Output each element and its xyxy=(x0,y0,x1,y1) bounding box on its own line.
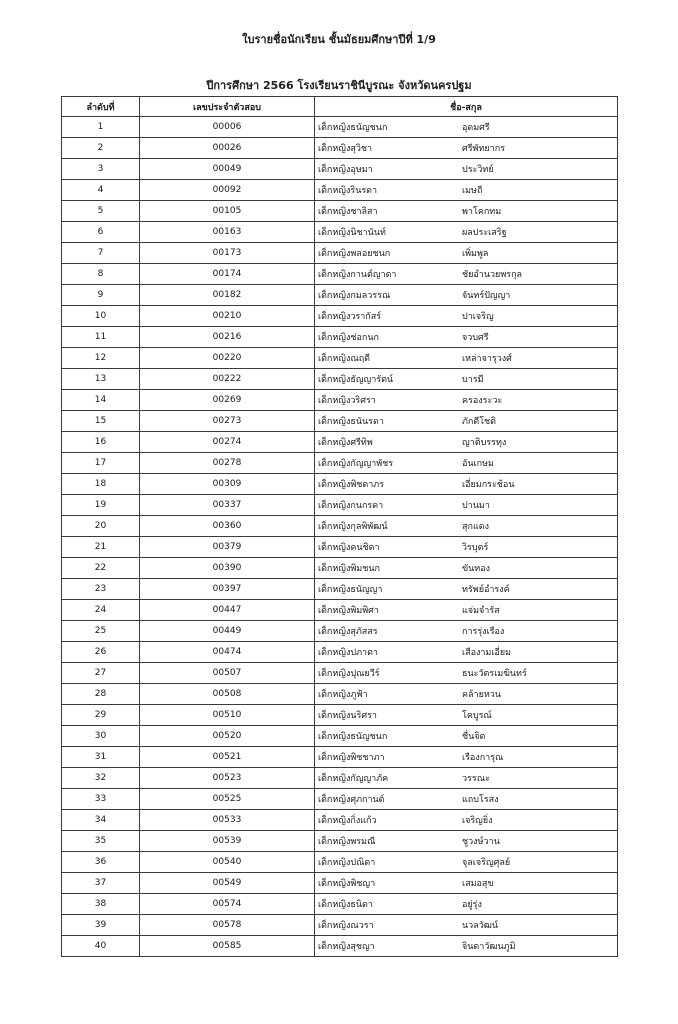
first-name: เด็กหญิงช่อกนก xyxy=(318,333,379,343)
last-name: ชัยอำนวยพรกุล xyxy=(462,270,523,280)
first-name: เด็กหญิงสุชญา xyxy=(318,942,375,952)
table-row xyxy=(62,726,618,747)
last-name: วิรบุตร์ xyxy=(462,543,489,553)
full-name-cell xyxy=(315,558,618,579)
first-name: เด็กหญิงปภาดา xyxy=(318,648,378,658)
last-name: เอี่ยมกระช้อน xyxy=(462,480,515,490)
last-name: วรรณะ xyxy=(462,774,490,784)
full-name-cell xyxy=(315,831,618,852)
order-number-cell: 9 xyxy=(62,285,140,306)
order-number-cell: 4 xyxy=(62,180,140,201)
table-row xyxy=(62,495,618,516)
exam-id-cell: 00309 xyxy=(140,474,315,495)
exam-id-cell: 00585 xyxy=(140,936,315,957)
full-name-cell xyxy=(315,873,618,894)
order-number-cell: 13 xyxy=(62,369,140,390)
last-name: บารมี xyxy=(462,375,484,385)
exam-id-cell: 00026 xyxy=(140,138,315,159)
full-name-cell xyxy=(315,327,618,348)
last-name: ผลประเสริฐ xyxy=(462,228,507,238)
order-number-cell: 10 xyxy=(62,306,140,327)
exam-id-cell: 00447 xyxy=(140,600,315,621)
exam-id-cell: 00539 xyxy=(140,831,315,852)
last-name: คล้ายหวน xyxy=(462,690,502,700)
last-name: ชูวงษ์วาน xyxy=(462,837,500,847)
last-name: อุดมศรี xyxy=(462,123,490,133)
exam-id-cell: 00273 xyxy=(140,411,315,432)
last-name: การรุ่งเรือง xyxy=(462,627,505,637)
first-name: เด็กหญิงรินรดา xyxy=(318,186,378,196)
order-number-cell: 39 xyxy=(62,915,140,936)
last-name: เจริญยิ่ง xyxy=(462,816,493,826)
last-name: จุลเจริญศุลย์ xyxy=(462,858,511,868)
last-name: นวลวัฒน์ xyxy=(462,921,499,931)
order-number-cell: 30 xyxy=(62,726,140,747)
full-name-cell xyxy=(315,537,618,558)
order-number-cell: 36 xyxy=(62,852,140,873)
last-name: ชื่นจิต xyxy=(462,732,486,742)
full-name-cell xyxy=(315,642,618,663)
first-name: เด็กหญิงนริศรา xyxy=(318,711,377,721)
full-name-cell xyxy=(315,474,618,495)
table-row xyxy=(62,810,618,831)
last-name: จันทร์ปัญญา xyxy=(462,291,511,301)
order-number-cell: 35 xyxy=(62,831,140,852)
last-name: เสืองามเอี่ยม xyxy=(462,648,512,658)
first-name: เด็กหญิงธัญญารัตน์ xyxy=(318,375,394,385)
exam-id-cell: 00173 xyxy=(140,243,315,264)
table-row xyxy=(62,768,618,789)
first-name: เด็กหญิงปณิดา xyxy=(318,858,376,868)
full-name-cell xyxy=(315,201,618,222)
table-row xyxy=(62,915,618,936)
first-name: เด็กหญิงสุภัสสร xyxy=(318,627,378,637)
table-row xyxy=(62,390,618,411)
first-name: เด็กหญิงกัญญาพัชร xyxy=(318,459,394,469)
last-name: พาโคกทม xyxy=(462,207,502,217)
first-name: เด็กหญิงพิมชนก xyxy=(318,564,380,574)
order-number-cell: 15 xyxy=(62,411,140,432)
first-name: เด็กหญิงพิชชาภา xyxy=(318,753,385,763)
last-name: ปาเจริญ xyxy=(462,312,494,322)
last-name: ประวิทย์ xyxy=(462,165,494,175)
first-name: เด็กหญิงธนัญชนก xyxy=(318,732,388,742)
first-name: เด็กหญิงภูฟ้า xyxy=(318,690,368,700)
last-name: เพิ่มพูล xyxy=(462,249,489,259)
order-number-cell: 40 xyxy=(62,936,140,957)
full-name-cell xyxy=(315,810,618,831)
last-name: ญาติบรรทุง xyxy=(462,438,507,448)
exam-id-cell: 00337 xyxy=(140,495,315,516)
last-name: แจ่มจำรัส xyxy=(462,606,500,616)
order-number-cell: 3 xyxy=(62,159,140,180)
table-row xyxy=(62,474,618,495)
full-name-cell xyxy=(315,495,618,516)
table-row xyxy=(62,894,618,915)
last-name: อันเกษม xyxy=(462,459,494,469)
full-name-cell xyxy=(315,663,618,684)
first-name: เด็กหญิงกมลวรรณ xyxy=(318,291,391,301)
order-number-cell: 37 xyxy=(62,873,140,894)
last-name: เหล่าจารุวงศ์ xyxy=(462,354,512,364)
first-name: เด็กหญิงกานต์ญาดา xyxy=(318,270,397,280)
exam-id-cell: 00508 xyxy=(140,684,315,705)
order-number-cell: 1 xyxy=(62,117,140,138)
full-name-cell xyxy=(315,306,618,327)
full-name-cell xyxy=(315,348,618,369)
table-row xyxy=(62,306,618,327)
order-number-cell: 34 xyxy=(62,810,140,831)
full-name-cell xyxy=(315,138,618,159)
first-name: เด็กหญิงนิชานันท์ xyxy=(318,228,386,238)
exam-id-cell: 00174 xyxy=(140,264,315,285)
table-row xyxy=(62,705,618,726)
exam-id-cell: 00540 xyxy=(140,852,315,873)
table-row xyxy=(62,642,618,663)
header-exam-id: เลขประจำตัวสอบ xyxy=(140,97,315,117)
exam-id-cell: 00092 xyxy=(140,180,315,201)
order-number-cell: 27 xyxy=(62,663,140,684)
table-row xyxy=(62,201,618,222)
table-row xyxy=(62,873,618,894)
first-name: เด็กหญิงธนันรดา xyxy=(318,417,384,427)
full-name-cell xyxy=(315,852,618,873)
exam-id-cell: 00379 xyxy=(140,537,315,558)
order-number-cell: 11 xyxy=(62,327,140,348)
order-number-cell: 6 xyxy=(62,222,140,243)
last-name: ภักดีโชติ xyxy=(462,417,497,427)
full-name-cell xyxy=(315,915,618,936)
exam-id-cell: 00274 xyxy=(140,432,315,453)
exam-id-cell: 00163 xyxy=(140,222,315,243)
last-name: จินดาวัฒนภูมิ xyxy=(462,942,516,952)
full-name-cell xyxy=(315,600,618,621)
first-name: เด็กหญิงปุณยวีร์ xyxy=(318,669,380,679)
order-number-cell: 22 xyxy=(62,558,140,579)
exam-id-cell: 00574 xyxy=(140,894,315,915)
order-number-cell: 25 xyxy=(62,621,140,642)
exam-id-cell: 00182 xyxy=(140,285,315,306)
last-name: โคบูรณ์ xyxy=(462,711,492,721)
exam-id-cell: 00533 xyxy=(140,810,315,831)
first-name: เด็กหญิงชาลิสา xyxy=(318,207,378,217)
order-number-cell: 20 xyxy=(62,516,140,537)
full-name-cell xyxy=(315,180,618,201)
header-full-name: ชื่อ-สกุล xyxy=(315,97,618,117)
last-name: แถบโรสง xyxy=(462,795,499,805)
full-name-cell xyxy=(315,243,618,264)
table-row xyxy=(62,936,618,957)
table-row xyxy=(62,285,618,306)
full-name-cell xyxy=(315,936,618,957)
table-row xyxy=(62,747,618,768)
exam-id-cell: 00520 xyxy=(140,726,315,747)
first-name: เด็กหญิงศุภกานต์ xyxy=(318,795,385,805)
full-name-cell xyxy=(315,579,618,600)
order-number-cell: 2 xyxy=(62,138,140,159)
first-name: เด็กหญิงศรีทิพ xyxy=(318,438,373,448)
exam-id-cell: 00006 xyxy=(140,117,315,138)
order-number-cell: 7 xyxy=(62,243,140,264)
order-number-cell: 29 xyxy=(62,705,140,726)
first-name: เด็กหญิงกุลพิพัฒน์ xyxy=(318,522,388,532)
full-name-cell xyxy=(315,768,618,789)
order-number-cell: 16 xyxy=(62,432,140,453)
order-number-cell: 5 xyxy=(62,201,140,222)
full-name-cell xyxy=(315,285,618,306)
first-name: เด็กหญิงกนกรดา xyxy=(318,501,384,511)
table-row xyxy=(62,600,618,621)
table-row xyxy=(62,579,618,600)
full-name-cell xyxy=(315,159,618,180)
table-row xyxy=(62,117,618,138)
exam-id-cell: 00449 xyxy=(140,621,315,642)
table-row xyxy=(62,453,618,474)
full-name-cell xyxy=(315,726,618,747)
table-row xyxy=(62,789,618,810)
table-row xyxy=(62,327,618,348)
full-name-cell xyxy=(315,516,618,537)
full-name-cell xyxy=(315,894,618,915)
full-name-cell xyxy=(315,390,618,411)
table-row xyxy=(62,558,618,579)
table-body xyxy=(62,117,618,957)
last-name: เรืองการุณ xyxy=(462,753,504,763)
last-name: เสมอสุข xyxy=(462,879,494,889)
exam-id-cell: 00216 xyxy=(140,327,315,348)
exam-id-cell: 00220 xyxy=(140,348,315,369)
order-number-cell: 32 xyxy=(62,768,140,789)
order-number-cell: 23 xyxy=(62,579,140,600)
order-number-cell: 21 xyxy=(62,537,140,558)
table-row xyxy=(62,180,618,201)
full-name-cell xyxy=(315,789,618,810)
first-name: เด็กหญิงพิชดาภร xyxy=(318,480,385,490)
header-order-number: ลำดับที่ xyxy=(62,97,140,117)
order-number-cell: 28 xyxy=(62,684,140,705)
table-row xyxy=(62,432,618,453)
table-row xyxy=(62,684,618,705)
table-row xyxy=(62,138,618,159)
last-name: ขันทอง xyxy=(462,564,491,574)
exam-id-cell: 00525 xyxy=(140,789,315,810)
table-row xyxy=(62,243,618,264)
last-name: อยู่รุ่ง xyxy=(462,900,482,910)
exam-id-cell: 00521 xyxy=(140,747,315,768)
order-number-cell: 17 xyxy=(62,453,140,474)
full-name-cell xyxy=(315,621,618,642)
full-name-cell xyxy=(315,411,618,432)
last-name: เมษถี xyxy=(462,186,483,196)
first-name: เด็กหญิงสุวิชา xyxy=(318,144,373,154)
first-name: เด็กหญิงวริศรา xyxy=(318,396,376,406)
table-row xyxy=(62,537,618,558)
table-row xyxy=(62,264,618,285)
exam-id-cell: 00210 xyxy=(140,306,315,327)
table-row xyxy=(62,831,618,852)
table-row xyxy=(62,411,618,432)
first-name: เด็กหญิงณวรา xyxy=(318,921,374,931)
first-name: เด็กหญิงวรากัสร์ xyxy=(318,312,382,322)
full-name-cell xyxy=(315,747,618,768)
full-name-cell xyxy=(315,684,618,705)
table-row xyxy=(62,159,618,180)
table-row xyxy=(62,516,618,537)
last-name: ครองระวะ xyxy=(462,396,503,406)
document-title: ใบรายชื่อนักเรียน ชั้นมัธยมศึกษาปีที่ 1/9 xyxy=(242,33,436,46)
table-row xyxy=(62,621,618,642)
first-name: เด็กหญิงพิมพิศา xyxy=(318,606,379,616)
exam-id-cell: 00397 xyxy=(140,579,315,600)
order-number-cell: 8 xyxy=(62,264,140,285)
first-name: เด็กหญิงธนัญชนก xyxy=(318,123,388,133)
exam-id-cell: 00523 xyxy=(140,768,315,789)
first-name: เด็กหญิงธนัญญา xyxy=(318,585,383,595)
order-number-cell: 19 xyxy=(62,495,140,516)
last-name: ทรัพย์อำรงค์ xyxy=(462,585,510,595)
first-name: เด็กหญิงพรมณี xyxy=(318,837,376,847)
exam-id-cell: 00549 xyxy=(140,873,315,894)
first-name: เด็กหญิงกิ่งแก้ว xyxy=(318,816,377,826)
last-name: ปานมา xyxy=(462,501,490,511)
order-number-cell: 33 xyxy=(62,789,140,810)
exam-id-cell: 00269 xyxy=(140,390,315,411)
exam-id-cell: 00474 xyxy=(140,642,315,663)
table-row xyxy=(62,348,618,369)
exam-id-cell: 00507 xyxy=(140,663,315,684)
exam-id-cell: 00222 xyxy=(140,369,315,390)
exam-id-cell: 00278 xyxy=(140,453,315,474)
first-name: เด็กหญิงณฤดี xyxy=(318,354,371,364)
student-roster-table xyxy=(61,96,618,957)
document-subtitle: ปีการศึกษา 2566 โรงเรียนราชินีบูรณะ จังหวัดนครปฐม xyxy=(206,79,472,92)
last-name: จวบศรี xyxy=(462,333,489,343)
order-number-cell: 18 xyxy=(62,474,140,495)
order-number-cell: 14 xyxy=(62,390,140,411)
table-header-row xyxy=(62,97,618,117)
last-name: ธนะวัตรเมฆินทร์ xyxy=(462,669,527,679)
order-number-cell: 31 xyxy=(62,747,140,768)
order-number-cell: 24 xyxy=(62,600,140,621)
exam-id-cell: 00510 xyxy=(140,705,315,726)
order-number-cell: 38 xyxy=(62,894,140,915)
order-number-cell: 12 xyxy=(62,348,140,369)
first-name: เด็กหญิงพลอยชนก xyxy=(318,249,391,259)
first-name: เด็กหญิงพิชญา xyxy=(318,879,376,889)
full-name-cell xyxy=(315,117,618,138)
last-name: สุกแดง xyxy=(462,522,489,532)
last-name: ศรีพัทยากร xyxy=(462,144,506,154)
exam-id-cell: 00578 xyxy=(140,915,315,936)
first-name: เด็กหญิงอุษมา xyxy=(318,165,373,175)
order-number-cell: 26 xyxy=(62,642,140,663)
table-row xyxy=(62,222,618,243)
full-name-cell xyxy=(315,369,618,390)
full-name-cell xyxy=(315,705,618,726)
exam-id-cell: 00360 xyxy=(140,516,315,537)
first-name: เด็กหญิงกัญญาภัค xyxy=(318,774,389,784)
full-name-cell xyxy=(315,453,618,474)
exam-id-cell: 00390 xyxy=(140,558,315,579)
table-row xyxy=(62,369,618,390)
full-name-cell xyxy=(315,432,618,453)
table-row xyxy=(62,852,618,873)
exam-id-cell: 00049 xyxy=(140,159,315,180)
table-row xyxy=(62,663,618,684)
first-name: เด็กหญิงธนิดา xyxy=(318,900,373,910)
full-name-cell xyxy=(315,264,618,285)
first-name: เด็กหญิงคนชิดา xyxy=(318,543,380,553)
exam-id-cell: 00105 xyxy=(140,201,315,222)
full-name-cell xyxy=(315,222,618,243)
